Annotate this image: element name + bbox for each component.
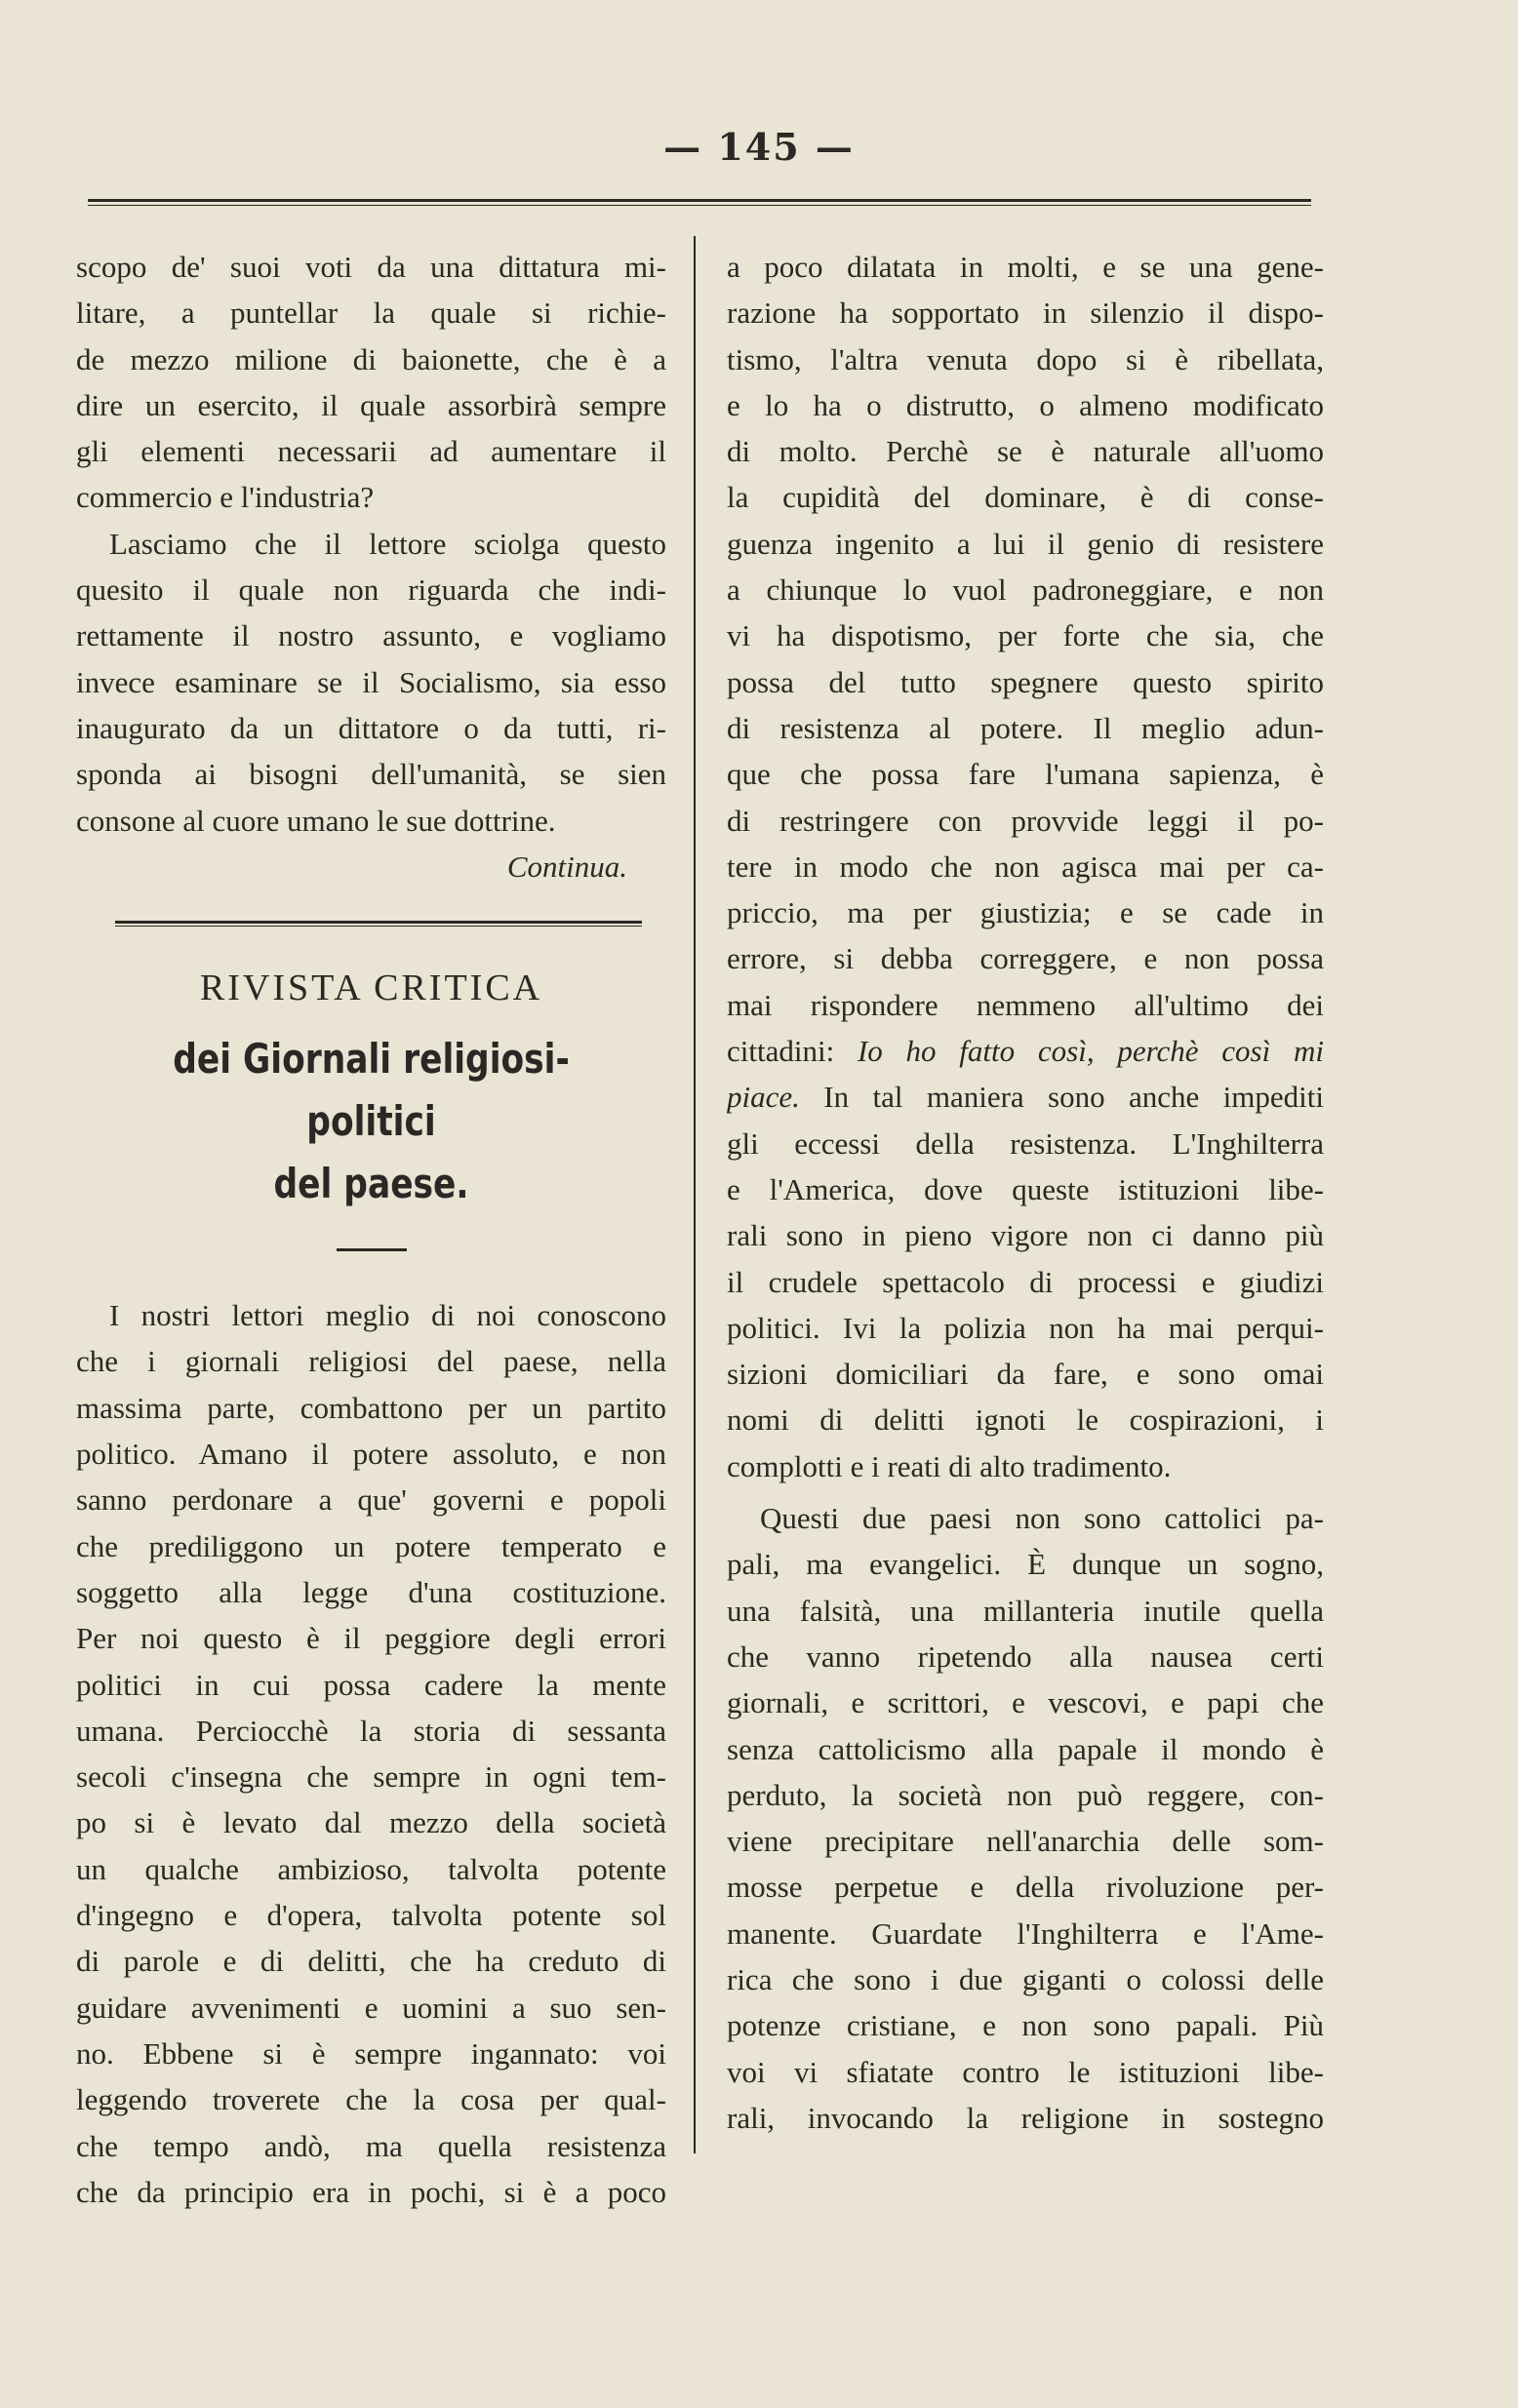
- text-line: gli eccessi della resistenza. L'Inghilterra: [727, 1125, 1324, 1161]
- text-line: gli elementi necessarii ad aumentare il: [76, 434, 666, 469]
- text-line: che da principio era in pochi, si è a poco: [76, 2174, 666, 2209]
- text-line: politico. Amano il potere assoluto, e non: [76, 1437, 666, 1472]
- text-line: dire un esercito, il quale assorbirà sempre: [76, 387, 666, 422]
- text-line: la cupidità del dominare, è di conse-: [727, 480, 1324, 515]
- text-line: voi vi sfiatate contro le istituzioni libe-: [727, 2054, 1324, 2089]
- text-line: mai rispondere nemmeno all'ultimo dei: [727, 987, 1324, 1022]
- text-line: tere in modo che non agisca mai per ca-: [727, 849, 1324, 884]
- header-rule: [88, 199, 1311, 206]
- section-title-line: dei Giornali religiosi-politici: [173, 1035, 570, 1146]
- text-span: cittadini:: [727, 1034, 858, 1069]
- text-line: che i giornali religiosi del paese, nella: [76, 1344, 666, 1379]
- text-line: e lo ha o distrutto, o almeno modificato: [727, 387, 1324, 422]
- text-line: d'ingegno e d'opera, talvolta potente sol: [76, 1898, 666, 1933]
- text-line: complotti e i reati di alto tradimento.: [727, 1448, 1172, 1483]
- text-line: sizioni domiciliari da fare, e sono omai: [727, 1357, 1324, 1392]
- text-line: pali, ma evangelici. È dunque un sogno,: [727, 1547, 1324, 1582]
- text-line: leggendo troverete che la cosa per qual-: [76, 2082, 666, 2117]
- text-line: guenza ingenito a lui il genio di resistere: [727, 526, 1324, 561]
- text-line: rali, invocando la religione in sostegno: [727, 2100, 1324, 2135]
- text-line: secoli c'insegna che sempre in ogni tem-: [76, 1759, 666, 1795]
- text-line: che prediliggono un potere temperato e: [76, 1528, 666, 1563]
- section-title: [129, 1028, 613, 1215]
- text-line: soggetto alla legge d'una costituzione.: [76, 1574, 666, 1609]
- text-line-mixed: [727, 1074, 1324, 1120]
- text-line: a chiunque lo vuol padroneggiare, e non: [727, 572, 1324, 608]
- section-kicker: RIVISTA CRITICA: [199, 967, 543, 1009]
- text-line: commercio e l'industria?: [76, 480, 375, 515]
- text-line: razione ha sopportato in silenzio il dispo-: [727, 296, 1324, 331]
- text-line: nomi di delitti ignoti le cospirazioni, i: [727, 1402, 1324, 1438]
- text-line: viene precipitare nell'anarchia delle som-: [727, 1824, 1324, 1859]
- text-line: guidare avvenimenti e uomini a suo sen-: [76, 1990, 666, 2025]
- text-line: consone al cuore umano le sue dottrine.: [76, 803, 556, 838]
- text-line: inaugurato da un dittatore o da tutti, ri-: [76, 710, 666, 745]
- text-line: rica che sono i due giganti o colossi delle: [727, 1961, 1324, 1996]
- page-number: — 145 —: [663, 125, 855, 169]
- text-line: scopo de' suoi voti da una dittatura mi-: [76, 250, 666, 284]
- text-line: politici in cui possa cadere la mente: [76, 1667, 666, 1702]
- text-line: Per noi questo è il peggiore degli errori: [76, 1621, 666, 1656]
- title-rule: [337, 1248, 407, 1251]
- column-divider: [694, 236, 696, 2153]
- text-line: vi ha dispotismo, per forte che sia, che: [727, 618, 1324, 653]
- text-line: litare, a puntellar la quale si richie-: [76, 296, 666, 331]
- text-line: a poco dilatata in molti, e se una gene-: [727, 250, 1324, 284]
- paragraph-lasciamo: [76, 521, 666, 844]
- right-column: [727, 244, 1324, 2141]
- text-line: giornali, e scrittori, e vescovi, e papi che: [727, 1685, 1324, 1720]
- text-line: di parole e di delitti, che ha creduto di: [76, 1944, 666, 1979]
- text-line: possa del tutto spegnere questo spirito: [727, 664, 1324, 699]
- text-line: che tempo andò, ma quella resistenza: [76, 2128, 666, 2163]
- text-line: sanno perdonare a que' governi e popoli: [76, 1482, 666, 1518]
- text-line: potenze cristiane, e non sono papali. Più: [727, 2008, 1324, 2043]
- text-line: massima parte, combattono per un partito: [76, 1390, 666, 1425]
- text-line: che vanno ripetendo alla nausea certi: [727, 1638, 1324, 1674]
- paragraph-socialism-end: [76, 244, 666, 521]
- text-span: In tal maniera sono anche impediti: [799, 1080, 1324, 1115]
- text-line: di resistenza al potere. Il meglio adun-: [727, 710, 1324, 745]
- text-line: politici. Ivi la polizia non ha mai perqui-: [727, 1310, 1324, 1345]
- text-line: umana. Perciocchè la storia di sessanta: [76, 1713, 666, 1748]
- text-line: sponda ai bisogni dell'umanità, se sien: [76, 757, 666, 792]
- paragraph-questi-due-paesi: [727, 1495, 1324, 2141]
- text-line: tismo, l'altra venuta dopo si è ribellata,: [727, 341, 1324, 376]
- text-line: di molto. Perchè se è naturale all'uomo: [727, 434, 1324, 469]
- text-line: Questi due paesi non sono cattolici pa-: [760, 1501, 1324, 1536]
- italic-quote: Io ho fatto così, perchè così mi: [857, 1034, 1324, 1069]
- text-line: de mezzo milione di baionette, che è a: [76, 341, 666, 376]
- italic-quote: piace.: [727, 1080, 800, 1115]
- text-line: perduto, la società non può reggere, con-: [727, 1777, 1324, 1812]
- paragraph-dilatata: [727, 244, 1324, 1489]
- paragraph-nostri-lettori: [76, 1292, 666, 2215]
- text-line: il crudele spettacolo di processi e giudizi: [727, 1264, 1324, 1299]
- section-title-line: del paese.: [273, 1160, 469, 1208]
- continua-note: Continua.: [506, 849, 627, 884]
- text-line: un qualche ambizioso, talvolta potente: [76, 1851, 666, 1886]
- text-line: mosse perpetue e della rivoluzione per-: [727, 1870, 1324, 1905]
- text-line: una falsità, una millanteria inutile quella: [727, 1593, 1324, 1628]
- text-line: Lasciamo che il lettore sciolga questo: [109, 526, 666, 561]
- text-line: rettamente il nostro assunto, e vogliamo: [76, 618, 666, 653]
- text-line-mixed: [727, 1028, 1324, 1074]
- text-line: que che possa fare l'umana sapienza, è: [727, 757, 1324, 792]
- text-line: no. Ebbene si è sempre ingannato: voi: [76, 2035, 666, 2071]
- text-line: I nostri lettori meglio di noi conoscono: [109, 1298, 666, 1333]
- left-column: [76, 244, 666, 2215]
- text-line: priccio, ma per giustizia; e se cade in: [727, 895, 1324, 930]
- section-rule: [115, 921, 642, 927]
- text-line: po si è levato dal mezzo della società: [76, 1805, 666, 1840]
- text-line: manente. Guardate l'Inghilterra e l'Ame-: [727, 1915, 1324, 1951]
- text-line: invece esaminare se il Socialismo, sia esso: [76, 664, 666, 699]
- text-line: rali sono in pieno vigore non ci danno più: [727, 1218, 1324, 1253]
- text-line: errore, si debba correggere, e non possa: [727, 941, 1324, 976]
- text-line: di restringere con provvide leggi il po-: [727, 803, 1324, 838]
- text-line: e l'America, dove queste istituzioni libe-: [727, 1171, 1324, 1206]
- text-line: senza cattolicismo alla papale il mondo è: [727, 1731, 1324, 1766]
- text-line: quesito il quale non riguarda che indi-: [76, 572, 666, 608]
